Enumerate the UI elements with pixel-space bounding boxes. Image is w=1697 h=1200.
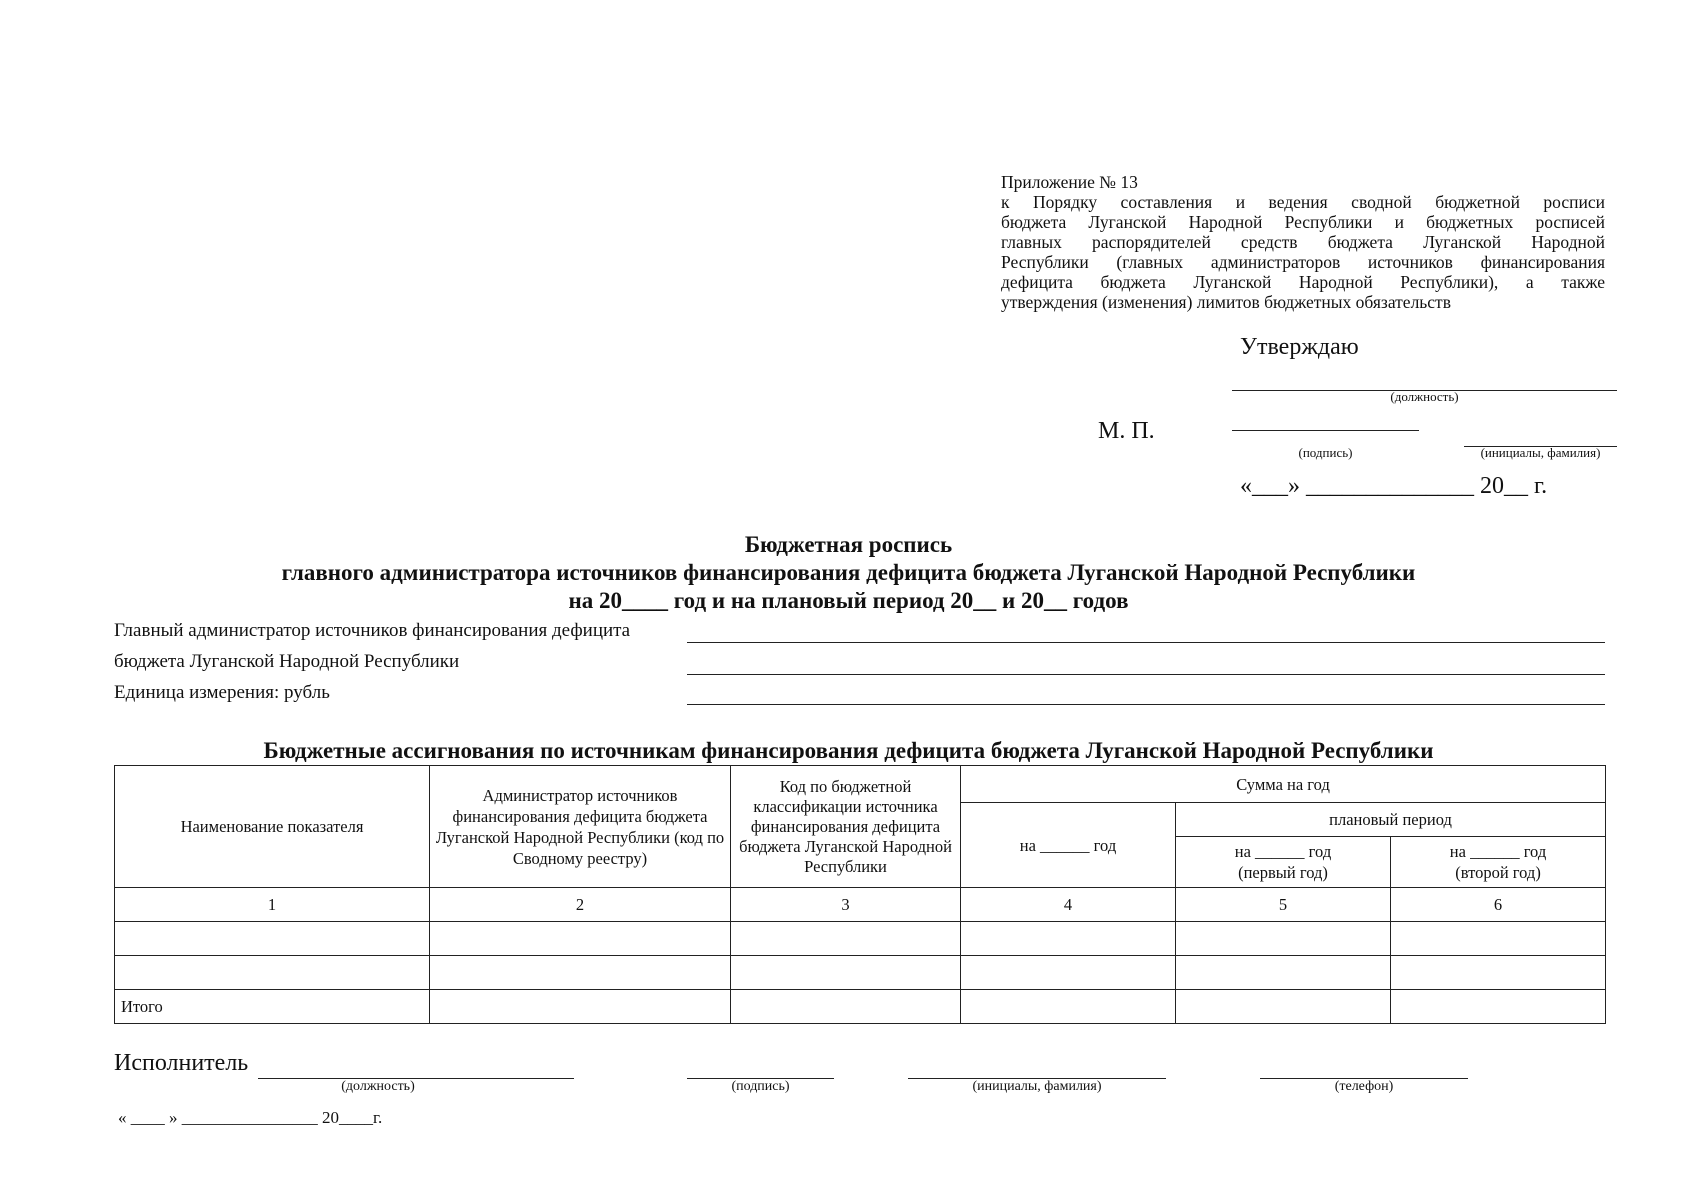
table-cell[interactable] <box>115 956 430 990</box>
column-number: 3 <box>731 888 961 922</box>
header-indicator-name: Наименование показателя <box>115 766 430 888</box>
document-subtitle: главного администратора источников финансирования дефицита бюджета Луганской Народной Республики <box>281 560 1416 585</box>
header-classification-code: Код по бюджетной классификации источника финансирования дефицита бюджета Луганской Народной Республики <box>731 766 961 888</box>
table-cell[interactable] <box>961 990 1176 1024</box>
table-cell[interactable] <box>115 922 430 956</box>
table-cell[interactable] <box>1391 956 1606 990</box>
administrator-label-1: Главный администратор источников финансирования дефицита <box>114 620 631 641</box>
executor-initials-caption: (инициалы, фамилия) <box>972 1079 1102 1094</box>
executor-position-caption: (должность) <box>341 1079 415 1094</box>
table-cell[interactable] <box>731 922 961 956</box>
column-number: 4 <box>961 888 1176 922</box>
approval-signature-caption: (подпись) <box>1298 445 1353 460</box>
total-label: Итого <box>115 990 430 1024</box>
executor-phone-line[interactable] <box>1260 1062 1468 1079</box>
approval-date-line[interactable]: «___» ______________ 20__ г. <box>1240 473 1548 499</box>
appendix-line: к Порядку составления и ведения сводной бюджетной росписи <box>1001 192 1605 212</box>
allocations-table <box>114 765 1606 1024</box>
header-second-year-note: (второй год) <box>1455 863 1541 882</box>
approval-initials-caption: (инициалы, фамилия) <box>1480 445 1601 460</box>
table-row <box>115 956 1606 990</box>
table-cell[interactable] <box>731 990 961 1024</box>
approval-position-caption: (должность) <box>1390 389 1459 404</box>
table-cell[interactable] <box>961 922 1176 956</box>
document-title: Бюджетная роспись <box>744 532 953 557</box>
executor-signature-caption: (подпись) <box>731 1079 790 1094</box>
executor-label: Исполнитель <box>114 1050 249 1076</box>
column-number: 5 <box>1176 888 1391 922</box>
table-cell[interactable] <box>430 990 731 1024</box>
appendix-block <box>1001 172 1605 312</box>
header-sum-group: Сумма на год <box>961 766 1606 803</box>
appendix-line: дефицита бюджета Луганской Народной Республики), а также <box>1001 272 1605 292</box>
column-number: 2 <box>430 888 731 922</box>
header-first-year-label: на ______ год <box>1234 842 1332 861</box>
table-cell[interactable] <box>1391 922 1606 956</box>
approval-title: Утверждаю <box>1240 334 1359 360</box>
table-cell[interactable] <box>1176 956 1391 990</box>
administrator-field-line-1[interactable] <box>687 628 1605 643</box>
table-cell[interactable] <box>961 956 1176 990</box>
table-title: Бюджетные ассигнования по источникам финансирования дефицита бюджета Луганской Народной Республики <box>263 738 1434 763</box>
table-cell[interactable] <box>1176 922 1391 956</box>
executor-date-line[interactable]: « ____ » ________________ 20____г. <box>118 1108 383 1127</box>
document-period: на 20____ год и на плановый период 20__ и 20__ годов <box>568 588 1129 613</box>
appendix-line: главных распорядителей средств бюджета Луганской Народной <box>1001 232 1605 252</box>
appendix-line: Республики (главных администраторов источников финансирования <box>1001 252 1605 272</box>
table-cell[interactable] <box>1176 990 1391 1024</box>
header-second-year-label: на ______ год <box>1449 842 1547 861</box>
header-current-year: на ______ год <box>961 803 1176 888</box>
administrator-field-line-2[interactable] <box>687 660 1605 675</box>
approval-signature-line[interactable] <box>1232 430 1419 431</box>
table-cell[interactable] <box>731 956 961 990</box>
header-first-year <box>1176 837 1391 888</box>
table-cell[interactable] <box>1391 990 1606 1024</box>
table-cell[interactable] <box>430 956 731 990</box>
column-number: 6 <box>1391 888 1606 922</box>
header-planned-period: плановый период <box>1176 803 1606 837</box>
total-row <box>115 990 1606 1024</box>
appendix-line: утверждения (изменения) лимитов бюджетных обязательств <box>1001 292 1451 312</box>
column-number: 1 <box>115 888 430 922</box>
header-first-year-note: (первый год) <box>1238 863 1328 882</box>
header-second-year <box>1391 837 1606 888</box>
executor-position-line[interactable] <box>258 1062 574 1079</box>
table-cell[interactable] <box>430 922 731 956</box>
appendix-line: бюджета Луганской Народной Республики и бюджетных росписей <box>1001 212 1605 232</box>
executor-phone-caption: (телефон) <box>1334 1079 1394 1094</box>
unit-field-line[interactable] <box>687 690 1605 705</box>
stamp-place-label: М. П. <box>1098 418 1155 444</box>
table-row <box>115 922 1606 956</box>
column-number-row <box>115 888 1606 922</box>
appendix-title: Приложение № 13 <box>1001 172 1138 192</box>
header-administrator: Администратор источников финансирования дефицита бюджета Луганской Народной Республики (код по Сводному реестру) <box>430 766 731 888</box>
executor-initials-line[interactable] <box>908 1062 1166 1079</box>
executor-signature-line[interactable] <box>687 1062 834 1079</box>
administrator-label-2: бюджета Луганской Народной Республики <box>114 651 460 672</box>
unit-label: Единица измерения: рубль <box>114 682 330 703</box>
